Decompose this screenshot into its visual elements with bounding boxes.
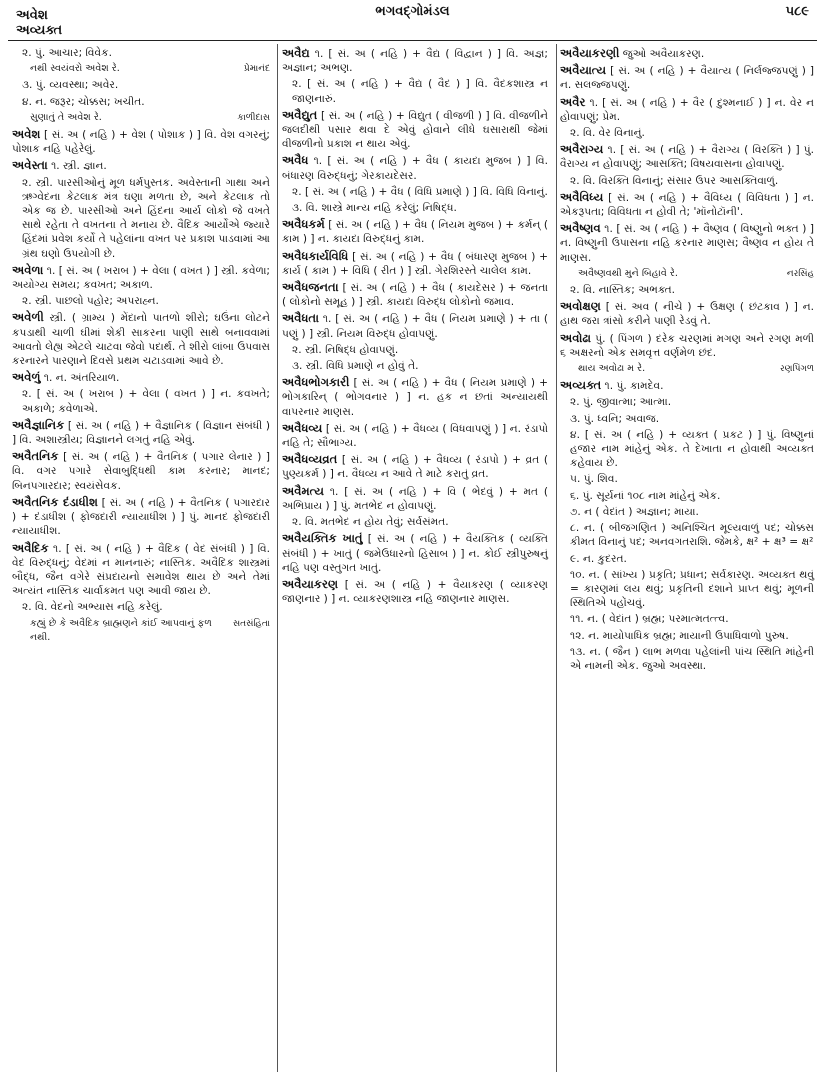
definition-text: સ્ત્રી. ( ગ્રામ્ય ) મેંદાનો પાતળો શીરો; ઘઉંના લોટને કપડાથી ચાળી ઘીમાં શેકી સાકરના પાણી સાથે બનાવવામાં આવતો લેહ્ય એટલે ચાટવા જેવો પદાર્થ. તે શીરો લાંબા ઉપવાસ કરનારને પારણાને દિવસે પ્રથમ ચટાડવામાં આવે છે. [12,312,270,368]
definition-text: ૨. વિ. મતભેદ ન હોય તેવું; સર્વસંમત. [292,516,449,529]
definition-text: ૧. ન. અંતરિયાળ. [40,372,120,385]
dictionary-entry [560,221,814,265]
headword: અવૈદિક [12,540,49,555]
headword: અવેળું [12,370,41,385]
definition-text: ૧. [ સં. અ ( નહિ ) + વૈષ્ણવ ( વિષ્ણુનો ભક્ત ) ] ન. વિષ્ણુની ઉપાસના નહિ કરનાર માણસ; વૈષ્ણવ ન હોય તે માણસ. [560,223,814,264]
definition-text: [ સં. અ ( નહિ ) + વૈયક્તિક ( વ્યક્તિ સંબંધી ) + ખાતું ( જમેઉધારનો હિસાબ ) ] ન. કોઈ સ્ત્રીપુરુષનું નહિ પણ વસ્તુગત ખાતું. [282,533,548,574]
headword: અવૈધવ્યવ્રત [282,452,338,467]
entry-sense [12,294,270,308]
headword: અવૈધતા [282,311,319,326]
entry-sense [560,412,814,426]
dictionary-entry [282,375,548,419]
quotation-source: સતસંહિતા [232,618,270,629]
dictionary-entry [12,449,270,493]
entry-sense [560,612,814,626]
definition-text: ૨. વિ. વિરક્તિ વિનાનું; સંસાર ઉપર આસક્તિવાળું. [570,174,779,187]
definition-text: ૩. પું. ધ્વનિ; અવાજ. [570,412,660,425]
definition-text: ૨. [ સં. અ ( નહિ ) + વૈદ્ય ( વૈદ ) ] વિ. વૈદકશાસ્ત્ર ન જાણનારું. [292,78,548,105]
entry-sense [560,126,814,140]
entry-sense [560,568,814,611]
entry-sense [282,359,548,373]
header-rule [8,40,817,41]
definition-text: [ સં. અ ( નહિ ) + વૈધ ( નિયમ પ્રમાણે ) + ભોગકારિન્ ( ભોગવનાર ) ] ન. હક ન છતાં અન્યાયથી વાપરનાર માણસ. [282,377,548,418]
dictionary-entry [12,158,270,173]
headword: અવૈષ્ણવ [560,221,601,236]
guide-word-first: અવેશ [16,8,48,23]
entry-sense [560,629,814,643]
dictionary-entry [12,310,270,368]
definition-text: ૨. પું. જીવાત્મા; આત્મા. [570,396,672,409]
definition-text: [ સં. અ ( નહિ ) + વૈધવ્ય ( રંડાપો ) + વ્રત ( પુણ્યકર્મ ) ] ન. વૈધવ્ય ન આવે તે માટે કરાતું વ્રત. [282,454,548,481]
definition-text: ૧૧. ન. ( વેદાંત ) બ્રહ્મ; પરમાત્મતત્ત્વ. [570,613,729,626]
definition-text: ૨. સ્ત્રી. નિષિદ્ધ હોવાપણું. [292,343,399,356]
definition-text: ૩. સ્ત્રી. વિધિ પ્રમાણે ન હોવું તે. [292,360,419,373]
dictionary-entry [560,95,814,124]
dictionary-entry [12,418,270,447]
dictionary-entry [282,249,548,278]
definition-text: ૧૨. ન. માયોપાધિક બ્રહ્મ; માયાની ઉપાધિવાળો પુરુષ. [570,629,789,642]
headword: અવેશ [12,127,41,142]
headword: અવોક્ષણ [560,299,601,314]
entry-sense [12,46,270,60]
entry-sense [560,505,814,519]
column-2 [282,46,552,1070]
headword: અવૈવિધ્ય [560,189,604,204]
dictionary-entry [282,452,548,481]
definition-text: [ સં. અ ( નહિ ) + વૈધ ( બંધારણ મુજબ ) + કાર્ય ( કામ ) + વિધિ ( રીત ) ] સ્ત્રી. ગેરશિરસ્તે ચાલેલ કામ. [282,250,548,277]
headword: અવૈધભોગકારી [282,375,350,390]
definition-text: ૨. સ્ત્રી. પાછલો પહોર; અપરાહ્ન. [22,295,159,308]
definition-text: [ સં. અ ( નહિ ) + વૈતનિક ( પગાર લેનાર ) ] વિ. વગર પગારે સેવાબુદ્ધિથી કામ કરનાર; માનદ; બિનપગારદાર; સ્વયંસેવક. [12,451,270,492]
running-title: ભગવદ્ગોમંડલ [375,4,450,19]
dictionary-entry [282,108,548,152]
column-divider [556,44,557,1072]
entry-sense [282,201,548,215]
quotation-text: થાય અવોઢા મ રે. [578,363,646,375]
headword: અવૈધકાર્યવિધિ [282,248,349,263]
dictionary-entry [282,217,548,246]
headword: અવૈજ્ઞાનિક [12,417,65,432]
definition-text: [ સં. અ ( નહિ ) + વૈધવ્ય ( વિધવાપણું ) ] ન. રંડાપો નહિ તે; સૌભાગ્ય. [282,422,548,450]
definition-text: ૧. [ સં. અ ( નહિ ) + વૈરાગ્ય ( વિરક્તિ ) ] પું. વૈરાગ્ય ન હોવાપણું; આસક્તિ; વિષયવાસના હોવાપણું. [560,144,814,171]
quotation-text: નથી સ્વયંવરો અવેશ રે. [30,63,120,75]
definition-text: ૨. સ્ત્રી. પારસીઓનું મૂળ ધર્મપુસ્તક. અવેસ્તાની ગાથા અને ઋગ્વેદના કેટલાક મંત્ર ઘણા મળતા છે, અને કેટલાક તો એક જ છે. પારસીઓ અને હિંદના આર્ય લોકો જે વખતે સાથે રહેતા તે વખતના તે મનાય છે. વૈદિક આર્યોએ જ્યારે હિંદમાં પ્રવેશ કર્યો તે પહેલાંના વખત પર પ્રકાશ પાડવામાં આ ગ્રંથ ઘણો ઉપયોગી છે. [22,176,270,260]
definition-text: ૧. [ સં. અ ( નહિ ) + વૈદ્ય ( વિદ્વાન ) ] વિ. અજ્ઞ; અજ્ઞાન; અભણ. [282,48,548,75]
entry-sense [282,515,548,529]
dictionary-entry [282,484,548,513]
definition-text: [ સં. અ ( નહિ ) + વૈવિધ્ય ( વિવિધતા ) ] ન. એકરૂપતા; વિવિધતા ન હોવી તે; 'મૉનોટૉની'. [560,191,814,219]
quotation [12,111,270,125]
dictionary-entry [12,495,270,539]
definition-text: [ સં. અ ( નહિ ) + વૈતનિક ( પગારદાર ) + દંડાધીશ ( ફોજદારી ન્યાયાધીશ ) ] પું. માનદ ફોજદારી ન્યાયાધીશ. [12,496,270,538]
definition-text: [ સં. અ ( નહિ ) + વેશ ( પોશાક ) ] વિ. વેશ વગરનું; પોશાક નહિ પહેરેલું. [12,129,270,156]
definition-text: ૨. [ સં. અ ( નહિ ) + વૈધ ( વિધિ પ્રમાણે ) ] વિ. વિધિ વિનાનું. [292,185,548,198]
dictionary-entry [282,311,548,340]
quotation [560,362,814,376]
headword: અવૈયાત્ય [560,63,607,78]
definition-text: [ સં. અ ( નહિ ) + વિદ્યુત ( વીજળી ) ] વિ. વીજળીને જલદીથી પસાર થવા દે એવું હોવાને લીધે ઘસારાથી જેમાં વીજળીનો પ્રકાશ ન થાય એવું. [282,109,548,151]
headword: અવેસ્તા [12,158,48,173]
definition-text: ૧. [ સં. અ ( નહિ ) + વૈધ ( કાયદા મુજબ ) ] વિ. બંધારણ વિરુદ્ધનું; ગેરકાયદેસર. [282,155,548,182]
definition-text: [ સં. અવ ( નીચે ) + ઉક્ષણ ( છંટકાવ ) ] ન. હાથ જરા ત્રાંસો કરીને પાણી રેડવું તે. [560,301,814,328]
headword: અવૈધકર્મ [282,217,325,232]
definition-text: ૧. [ સં. અ ( ખરાબ ) + વેલા ( વખત ) ] સ્ત્રી. કવેળા; અયોગ્ય સમય; કવખત; અકાળ. [12,264,270,292]
dictionary-entry [282,280,548,309]
definition-text: [ સં. અ ( નહિ ) + વૈયાકરણ ( વ્યાકરણ જાણનાર ) ] ન. વ્યાકરણશાસ્ત્ર નહિ જાણનાર માણસ. [282,578,548,606]
definition-text: ૧. [ સં. અ ( નહિ ) + વૈર ( દુશ્મનાઈ ) ] ન. વેર ન હોવાપણું; પ્રેમ. [560,96,814,123]
definition-text: ૧. સ્ત્રી. જ્ઞાન. [47,160,107,173]
headword: અવૈધ [282,153,309,168]
headword: અવૈદ્ય [282,46,310,60]
definition-text: ૧. [ સં. અ ( નહિ ) + વૈદિક ( વેદ સંબંધી ) ] વિ. વેદ વિરુદ્ધનું; વેદમાં ન માનનારું; નાસ્તિક. અવૈદિક શાસ્ત્રમાં બૌદ્ધ, જૈન વગેરે સંપ્રદાયનો સમાવેશ થાય છે અને તેમાં અત્યંત નાસ્તિક ચાર્વાકમત પણ આવી જાય છે. [12,542,270,598]
definition-text: ૭. ન ( વેદાંત ) અજ્ઞાન; માયા. [570,505,699,518]
entry-sense [12,176,270,261]
headword: અવૈર [560,94,586,109]
entry-sense [560,395,814,409]
column-1 [12,46,274,1070]
dictionary-entry [560,378,814,393]
dictionary-entry [12,263,270,292]
dictionary-entry [560,142,814,171]
entry-sense [282,185,548,199]
definition-text: ૬. પું. સૂર્યનાં ૧૦૮ નામ માંહેનું એક. [570,489,721,502]
definition-text: જુઓ અવૈયાકરણ. [619,48,705,60]
dictionary-entry [560,299,814,328]
dictionary-entry [560,190,814,219]
entry-sense [560,283,814,297]
page-header [0,0,825,40]
definition-text: ૧. [ સં. અ ( નહિ ) + વૈધ ( નિયમ પ્રમાણે ) + તા ( પણું ) ] સ્ત્રી. નિયમ વિરુદ્ધ હોવાપણું. [282,313,548,340]
headword: અવૈયાકરણી [560,46,620,60]
headword: અવૈધવ્ય [282,420,323,435]
definition-text: ૧૩. ન. ( જૈન ) લાભ મળવા પહેલાંની પાંચ સ્થિતિ માંહેની એ નામની એક. જુઓ અવસ્થા. [570,645,814,672]
headword: અવૈતનિક દંડાધીશ [12,494,98,509]
definition-text: [ સં. અ ( નહિ ) + વૈજ્ઞાનિક ( વિજ્ઞાન સંબંધી ) ] વિ. અશાસ્ત્રીય; વિજ્ઞાનને લગતું નહિ એવું. [12,419,270,447]
headword: અવ્યક્ત [560,378,602,393]
headword: અવેળી [12,310,44,325]
definition-text: ૨. વિ. નાસ્તિક; અભક્ત. [570,284,675,297]
dictionary-entry [282,577,548,606]
column-divider [277,44,278,1072]
dictionary-entry [560,331,814,360]
headword: અવૈમત્ય [282,483,324,498]
entry-sense [282,77,548,105]
definition-text: [ સં. અ ( નહિ ) + વૈયાત્ય ( નિર્લજ્જપણું ) ] ન. સલજ્જપણું. [560,65,814,92]
definition-text: ૩. વિ. શાસ્ત્રે માન્ય નહિ કરેલું; નિષિદ્ધ. [292,202,457,215]
quotation [560,267,814,281]
entry-sense [560,552,814,566]
entry-sense [560,472,814,486]
entry-sense [12,600,270,614]
dictionary-entry [12,370,270,385]
headword: અવૈતનિક [12,449,59,464]
definition-text: ૪. [ સં. અ ( નહિ ) + વ્યક્ત ( પ્રકટ ) ] પું. વિષ્ણુનાં હજાર નામ માંહેનું એક. તે દેખાતા ન હોવાથી અવ્યક્ત કહેવાય છે. [570,428,814,470]
column-3 [560,46,818,1070]
quotation-text: અવૈષ્ણવથી મુને બિહાવે રે. [578,267,678,279]
entry-sense [560,521,814,549]
definition-text: ૨. વિ. વેદનો અભ્યાસ નહિ કરેલું. [22,601,163,614]
dictionary-entry [560,46,814,61]
definition-text: [ સં. અ ( નહિ ) + વૈધ ( નિયમ મુજબ ) + કર્મન્ ( કામ ) ] ન. કાયદા વિરુદ્ધનું કામ. [282,219,548,246]
dictionary-entry [282,531,548,575]
dictionary-entry [12,127,270,156]
quotation-source: પ્રેમાનંદ [243,64,270,75]
definition-text: ૯. ન. કુદરત. [570,552,627,565]
dictionary-entry [282,153,548,182]
definition-text: ૨. પું. આચાર; વિવેક. [22,47,112,59]
quotation-source: નરસિંહ [786,268,814,279]
guide-word-last: અવ્યક્ત [16,23,63,38]
entry-sense [560,174,814,188]
dictionary-entry [282,46,548,75]
entry-sense [12,95,270,109]
entry-sense [12,78,270,92]
entry-sense [560,428,814,471]
dictionary-entry [12,541,270,599]
definition-text: ૧. [ સં. અ ( નહિ ) + વિ ( ભેદવું ) + મત ( અભિપ્રાય ) ] પું. મતભેદ ન હોવાપણું. [282,485,548,512]
quotation-source: રણપિંગળ [780,364,814,375]
headword: અવૈયક્તિક ખાતું [282,531,363,546]
definition-text: [ સં. અ ( નહિ ) + વૈધ ( કાયદેસર ) + જનતા ( લોકોનો સમૂહ ) ] સ્ત્રી. કાયદા વિરુદ્ધ લોકોનો જમાવ. [282,282,548,309]
headword: અવૈધજનતા [282,280,339,295]
definition-text: ૧૦. ન. ( સાંખ્ય ) પ્રકૃતિ; પ્રધાન; સર્વકારણ. અવ્યક્ત થવું = કારણમાં લય થવું; પ્રકૃતિની દશાને પ્રાપ્ત થવું; મૂળની સ્થિતિએ પહોંચવું. [570,568,814,610]
definition-text: ૨. વિ. વેર વિનાનું. [570,127,645,140]
definition-text: ૧. પું. કામદેવ. [601,380,664,393]
definition-text: ૮. ન. ( બીજગણિત ) અનિશ્ચિત મૂલ્યવાળું પદ; ચોક્કસ કીમત વિનાનું પદ; અનવગતરાશિ. જેમકે, ક્ષ² + ક્ષ³ = ક્ષ² [570,522,814,549]
quotation-text: કહ્યું છે કે અવૈદિક બ્રાહ્મણને કાંઈ આપવાનું ફળ નથી. [30,617,212,643]
headword: અવૈરાગ્ય [560,142,604,157]
entry-sense [282,343,548,357]
headword: અવૈદ્યુત [282,107,318,122]
quotation [12,62,270,76]
headword: અવોઢા [560,330,591,345]
dictionary-entry [560,63,814,92]
definition-text: ૩. પું. વ્યવસ્થા; અવેર. [22,79,119,92]
entry-sense [560,645,814,673]
quotation [12,617,270,645]
dictionary-entry [282,421,548,450]
entry-sense [560,489,814,503]
entry-sense [12,387,270,415]
quotation-text: સુણાતું તે અવેશ રે. [30,111,102,123]
definition-text: ૪. ન. જરૂર; ચોક્કસ; ખચીત. [22,95,145,108]
definition-text: ૨. [ સં. અ ( ખરાબ ) + વેલા ( વખત ) ] ન. કવખતે; અકાળે; કવેળાએ. [22,388,270,415]
headword: અવેળા [12,262,44,277]
headword: અવૈયાકરણ [282,576,339,591]
quotation-source: કાળીદાસ [237,112,270,123]
page-number: ૫૮૯ [785,4,809,19]
definition-text: પું. ( પિંગળ ) દરેક ચરણમાં મગણ અને રગણ મળી ૬ અક્ષરનો એક સમવૃત્ત વર્ણમેળ છંદ. [560,332,814,359]
definition-text: ૫. પું. શિવ. [570,473,618,486]
